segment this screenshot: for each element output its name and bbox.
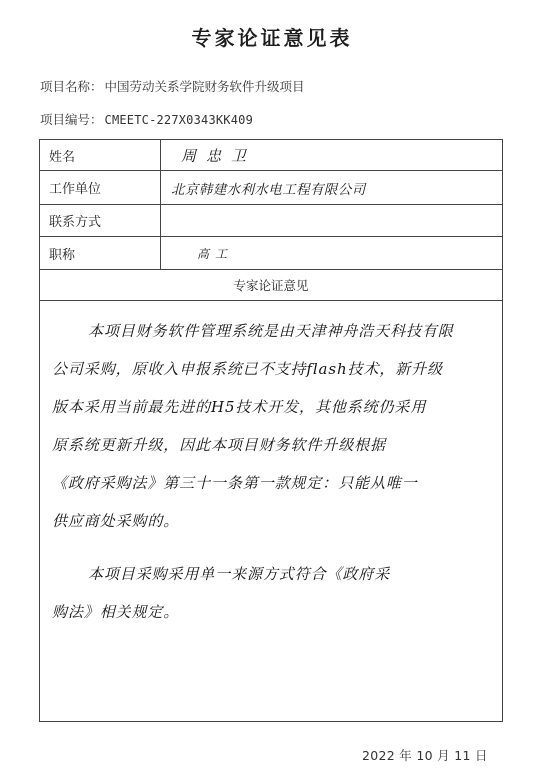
opinion-handwritten-text: [52, 312, 500, 631]
form-row-work-unit: [40, 171, 502, 205]
job-title-label: 职称: [40, 237, 161, 269]
form-row-job-title: [40, 237, 502, 270]
form-row-name: [40, 140, 502, 171]
project-code-value: CMEETC-227X0343KK409: [104, 113, 254, 127]
name-handwritten-value: 周忠卫: [181, 146, 257, 165]
opinion-line: 《政府采购法》第三十一条第一款规定：只能从唯一: [52, 474, 418, 492]
work-unit-label: 工作单位: [40, 171, 161, 204]
opinion-line: 版本采用当前最先进的H5技术开发，其他系统仍采用: [52, 398, 427, 416]
opinion-line: 本项目财务软件管理系统是由天津神舟浩天科技有限: [88, 322, 454, 340]
expert-opinion-form: [39, 139, 503, 722]
opinion-line: 原系统更新升级，因此本项目财务软件升级根据: [52, 436, 386, 454]
contact-value: [161, 205, 502, 236]
signature-date: 2022 年 10 月 11 日: [362, 748, 488, 763]
work-unit-handwritten-value: 北京韩建水利水电工程有限公司: [171, 181, 366, 198]
document-title: 专家论证意见表: [191, 26, 353, 50]
opinion-heading-row: [40, 270, 502, 301]
opinion-line: 本项目采购采用单一来源方式符合《政府采: [88, 565, 391, 583]
opinion-line: 公司采购，原收入申报系统已不支持flash技术，新升级: [52, 360, 443, 378]
project-code-line: [40, 110, 253, 128]
project-name-line: [40, 77, 305, 95]
name-label: 姓名: [40, 140, 161, 170]
job-title-handwritten-value: 高工: [197, 246, 234, 261]
opinion-line: 供应商处采购的。: [52, 512, 180, 530]
paragraph-gap: [52, 540, 500, 555]
form-row-contact: [40, 205, 502, 237]
contact-label: 联系方式: [40, 205, 161, 236]
opinion-heading: 专家论证意见: [233, 278, 309, 293]
project-code-label: 项目编号：: [40, 112, 103, 127]
project-name-value: 中国劳动关系学院财务软件升级项目: [104, 79, 305, 94]
opinion-line: 购法》相关规定。: [52, 603, 180, 621]
project-name-label: 项目名称：: [40, 79, 103, 94]
